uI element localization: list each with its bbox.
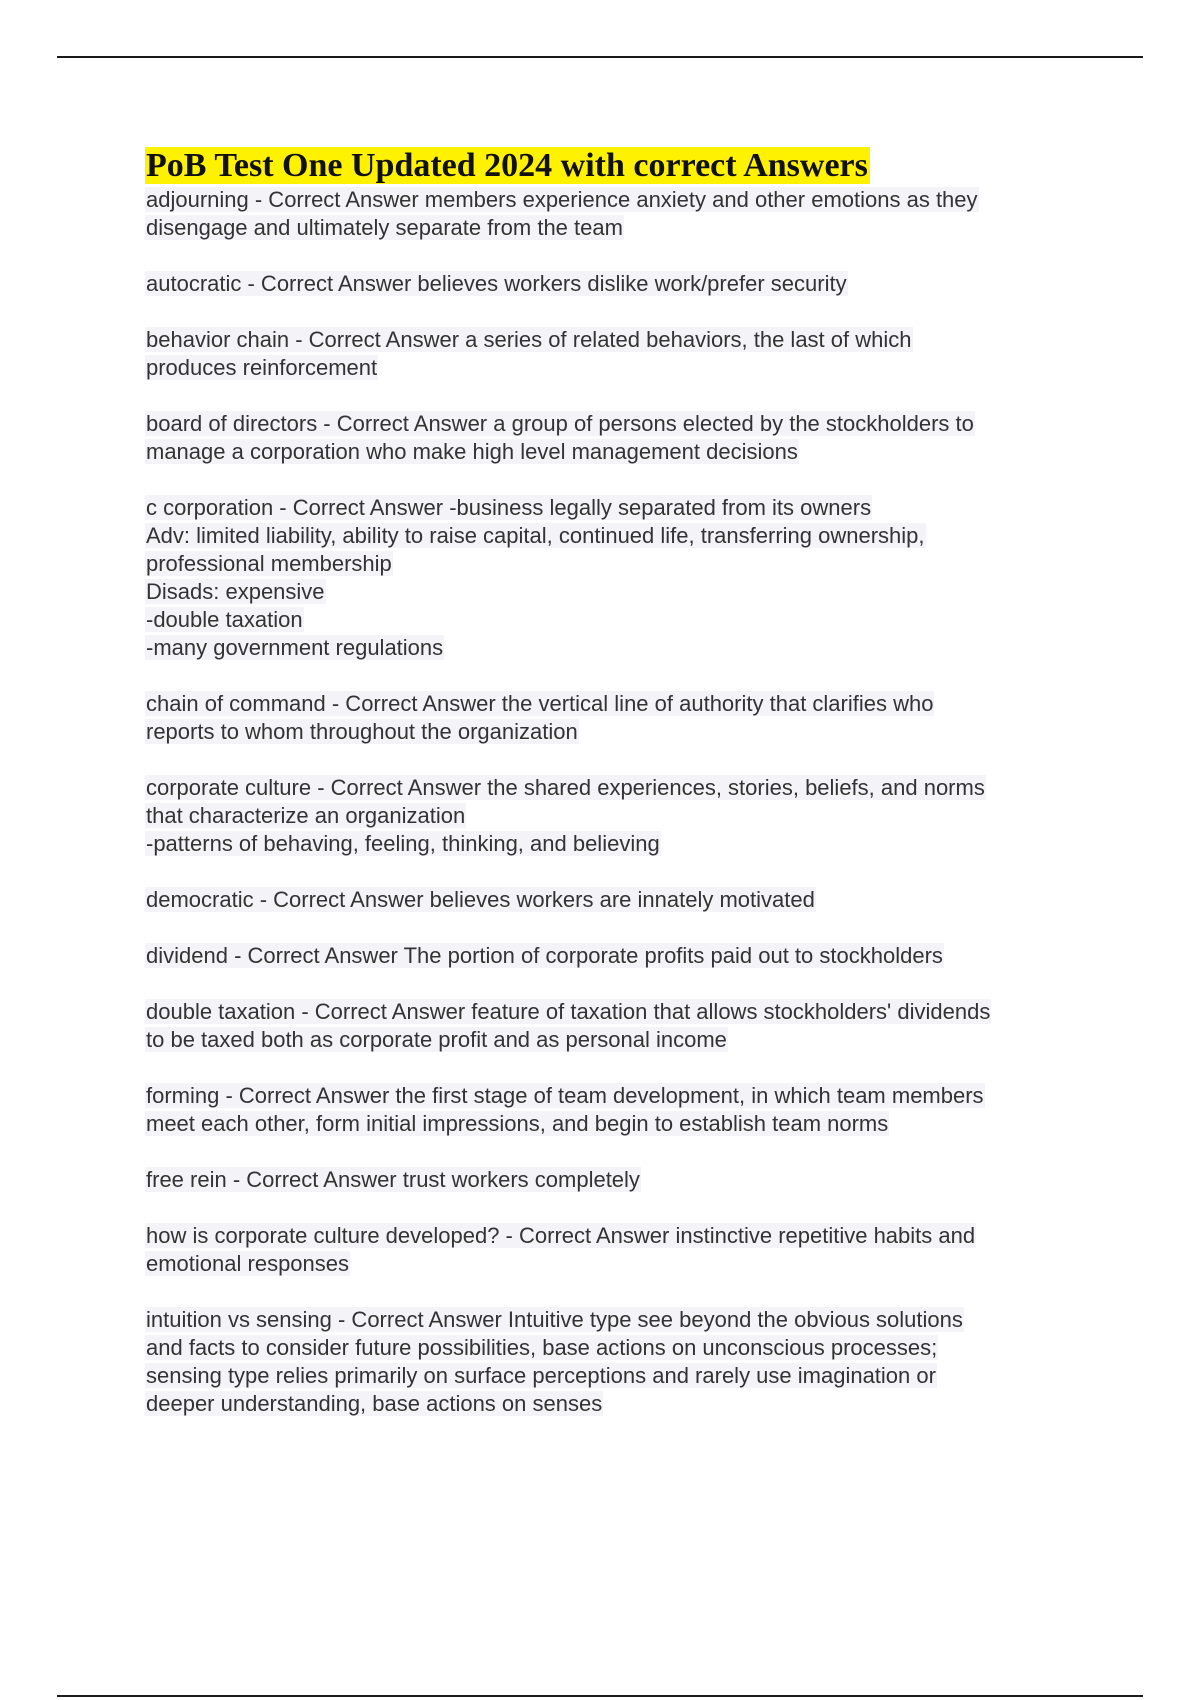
entry-line <box>145 410 1085 438</box>
entry-line <box>145 438 1085 466</box>
entry-line <box>145 1110 1085 1138</box>
entry-line <box>145 1026 1085 1054</box>
entry-line-text: intuition vs sensing - Correct Answer Intuitive type see beyond the obvious solutions <box>146 1307 963 1332</box>
bottom-rule <box>57 1695 1143 1697</box>
entry-line-text: to be taxed both as corporate profit and as personal income <box>146 1027 727 1052</box>
entry-line <box>145 522 1085 550</box>
entry-line <box>145 494 1085 522</box>
glossary-entry <box>145 998 1085 1054</box>
entry-line <box>145 1082 1085 1110</box>
glossary-entry <box>145 690 1085 746</box>
entry-line-text: disengage and ultimately separate from the team <box>146 215 623 240</box>
entry-line <box>145 1222 1085 1250</box>
entry-line-text: how is corporate culture developed? - Correct Answer instinctive repetitive habits and <box>146 1223 976 1248</box>
entry-line <box>145 774 1085 802</box>
document-body <box>145 146 1085 1446</box>
glossary-entry <box>145 410 1085 466</box>
entry-line-text: -double taxation <box>146 607 303 632</box>
entry-line <box>145 550 1085 578</box>
entry-line-text: free rein - Correct Answer trust workers completely <box>146 1167 640 1192</box>
entry-line-text: autocratic - Correct Answer believes workers dislike work/prefer security <box>146 271 847 296</box>
entry-line-text: corporate culture - Correct Answer the shared experiences, stories, beliefs, and norms <box>146 775 985 800</box>
glossary-entry <box>145 1082 1085 1138</box>
glossary-entry <box>145 1306 1085 1418</box>
entry-line <box>145 270 1085 298</box>
entry-line-text: produces reinforcement <box>146 355 378 380</box>
entry-line <box>145 830 1085 858</box>
entry-line <box>145 326 1085 354</box>
document-title-text: PoB Test One Updated 2024 with correct Answers <box>146 147 868 184</box>
entry-line-text: c corporation - Correct Answer -business legally separated from its owners <box>146 495 872 520</box>
entry-line-text: reports to whom throughout the organization <box>146 719 578 744</box>
entry-line-text: dividend - Correct Answer The portion of corporate profits paid out to stockholders <box>146 943 943 968</box>
entry-line-text: behavior chain - Correct Answer a series of related behaviors, the last of which <box>146 327 912 352</box>
entry-line <box>145 690 1085 718</box>
top-rule <box>57 56 1143 58</box>
glossary-entry <box>145 494 1085 662</box>
entry-line-text: deeper understanding, base actions on senses <box>146 1391 603 1416</box>
entry-line <box>145 1334 1085 1362</box>
entry-line-text: and facts to consider future possibilities, base actions on unconscious processes; <box>146 1335 938 1360</box>
entry-line-text: manage a corporation who make high level management decisions <box>146 439 798 464</box>
entry-line-text: -patterns of behaving, feeling, thinking, and believing <box>146 831 660 856</box>
glossary-entry <box>145 942 1085 970</box>
entry-line-text: chain of command - Correct Answer the vertical line of authority that clarifies who <box>146 691 934 716</box>
glossary-entry <box>145 326 1085 382</box>
entry-line-text: adjourning - Correct Answer members experience anxiety and other emotions as they <box>146 187 978 212</box>
entry-line <box>145 998 1085 1026</box>
entry-line <box>145 718 1085 746</box>
entry-line-text: professional membership <box>146 551 392 576</box>
entry-line <box>145 606 1085 634</box>
entry-line <box>145 354 1085 382</box>
entry-line-text: Disads: expensive <box>146 579 325 604</box>
entry-list <box>145 186 1085 1418</box>
entry-line-text: that characterize an organization <box>146 803 466 828</box>
entry-line <box>145 802 1085 830</box>
glossary-entry <box>145 886 1085 914</box>
entry-line <box>145 1306 1085 1334</box>
entry-line-text: forming - Correct Answer the first stage of team development, in which team members <box>146 1083 984 1108</box>
glossary-entry <box>145 186 1085 242</box>
entry-line-text: -many government regulations <box>146 635 444 660</box>
glossary-entry <box>145 1222 1085 1278</box>
entry-line <box>145 1390 1085 1418</box>
glossary-entry <box>145 774 1085 858</box>
entry-line-text: democratic - Correct Answer believes workers are innately motivated <box>146 887 815 912</box>
entry-line-text: meet each other, form initial impressions, and begin to establish team norms <box>146 1111 889 1136</box>
entry-line <box>145 1362 1085 1390</box>
entry-line <box>145 1250 1085 1278</box>
document-title <box>145 146 1085 186</box>
entry-line <box>145 634 1085 662</box>
entry-line-text: board of directors - Correct Answer a group of persons elected by the stockholders to <box>146 411 974 436</box>
entry-line-text: sensing type relies primarily on surface perceptions and rarely use imagination or <box>146 1363 936 1388</box>
entry-line-text: emotional responses <box>146 1251 350 1276</box>
entry-line <box>145 578 1085 606</box>
entry-line <box>145 214 1085 242</box>
entry-line <box>145 186 1085 214</box>
entry-line-text: Adv: limited liability, ability to raise capital, continued life, transferring ownership, <box>146 523 925 548</box>
glossary-entry <box>145 1166 1085 1194</box>
entry-line-text: double taxation - Correct Answer feature of taxation that allows stockholders' dividends <box>146 999 991 1024</box>
entry-line <box>145 886 1085 914</box>
entry-line <box>145 942 1085 970</box>
glossary-entry <box>145 270 1085 298</box>
entry-line <box>145 1166 1085 1194</box>
